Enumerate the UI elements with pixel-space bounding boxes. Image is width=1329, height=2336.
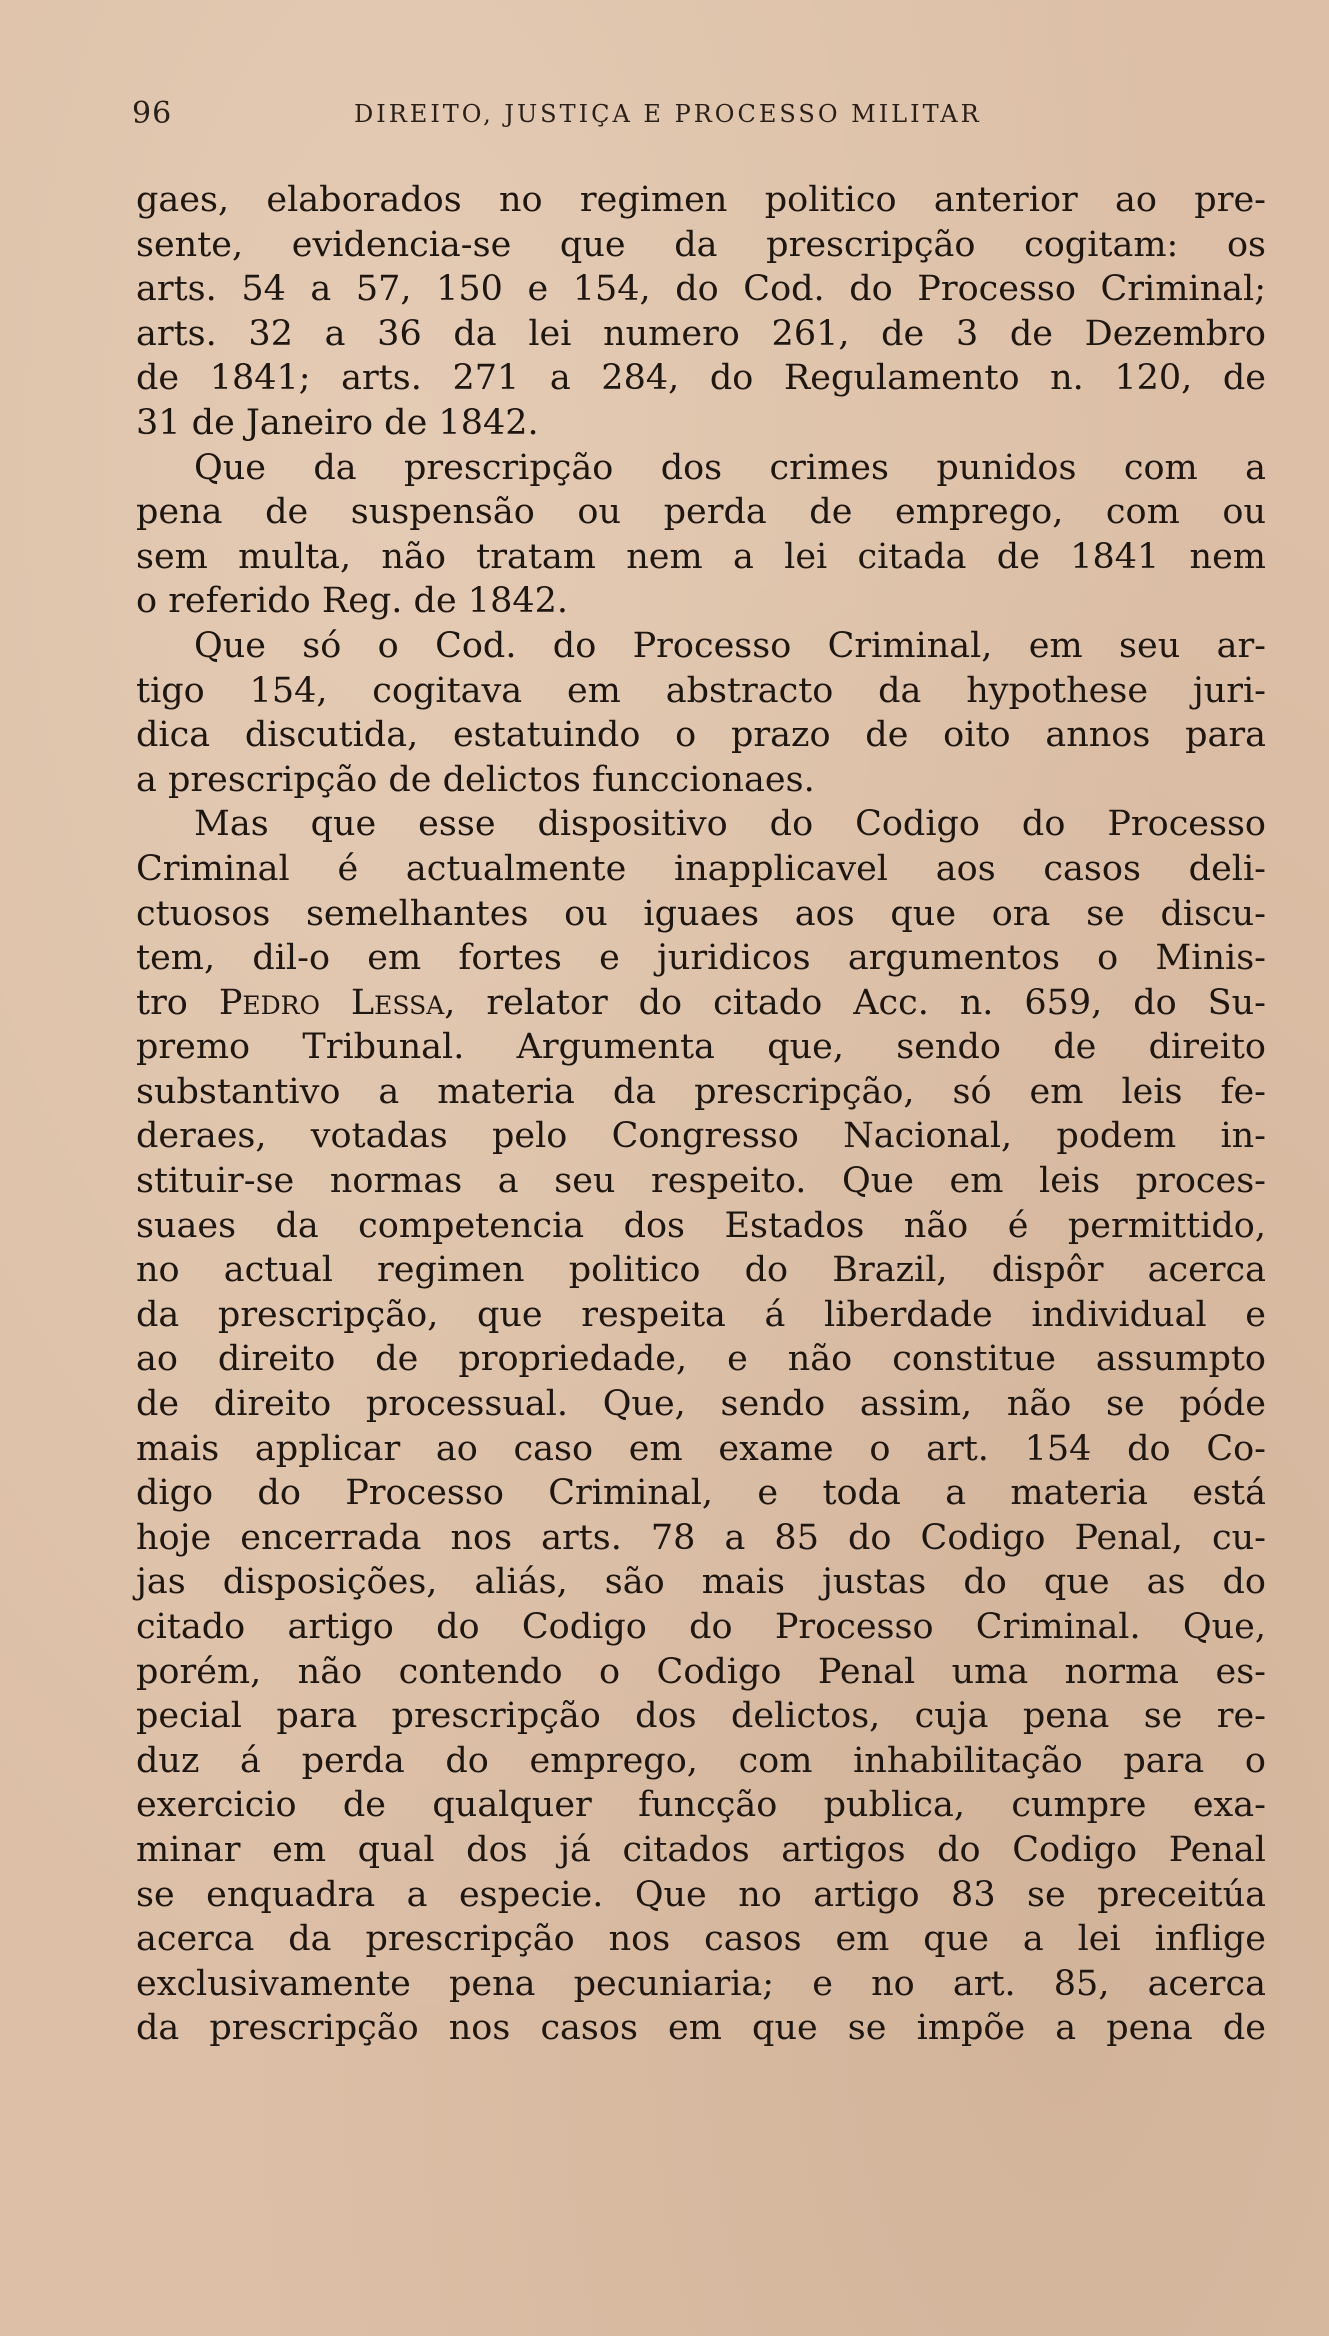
text-line: mais applicar ao caso em exame o art. 154 do Co-: [136, 1428, 1266, 1469]
text-line: tro Pedro Lessa, relator do citado Acc. n. 659, do Su-: [136, 982, 1266, 1023]
text-line: arts. 54 a 57, 150 e 154, do Cod. do Processo Criminal;: [136, 269, 1266, 310]
text-line: deraes, votadas pelo Congresso Nacional, podem in-: [136, 1116, 1266, 1157]
text-line: digo do Processo Criminal, e toda a materia está: [136, 1473, 1266, 1514]
text-line: a prescripção de delictos funccionaes.: [136, 759, 815, 800]
text-line: 31 de Janeiro de 1842.: [136, 402, 539, 443]
body-text: [136, 178, 1266, 2051]
text-line: de 1841; arts. 271 a 284, do Regulamento n. 120, de: [136, 358, 1266, 399]
text-line: o referido Reg. de 1842.: [136, 581, 568, 622]
text-line: da prescripção, que respeita á liberdade individual e: [136, 1294, 1266, 1335]
page-number: 96: [132, 96, 173, 131]
text-line: Que só o Cod. do Processo Criminal, em seu ar-: [194, 625, 1266, 666]
text-line: se enquadra a especie. Que no artigo 83 se preceitúa: [136, 1874, 1266, 1915]
text-line: pecial para prescripção dos delictos, cuja pena se re-: [136, 1696, 1266, 1737]
text-line: de direito processual. Que, sendo assim, não se póde: [136, 1384, 1266, 1425]
author-name: Pedro Lessa: [218, 982, 445, 1023]
text-line: premo Tribunal. Argumenta que, sendo de direito: [136, 1027, 1266, 1068]
text-line: suaes da competencia dos Estados não é permittido,: [136, 1205, 1266, 1246]
text-line: minar em qual dos já citados artigos do Codigo Penal: [136, 1829, 1266, 1870]
text-line: da prescripção nos casos em que se impõe a pena de: [136, 2008, 1266, 2049]
text-line: Criminal é actualmente inapplicavel aos casos deli-: [136, 848, 1266, 889]
text-line: ctuosos semelhantes ou iguaes aos que ora se discu-: [136, 893, 1266, 934]
text-line: pena de suspensão ou perda de emprego, com ou: [136, 492, 1266, 533]
text-line: gaes, elaborados no regimen politico anterior ao pre-: [136, 180, 1266, 220]
text-line: exclusivamente pena pecuniaria; e no art. 85, acerca: [136, 1963, 1266, 2004]
text-line: duz á perda do emprego, com inhabilitação para o: [136, 1740, 1266, 1781]
text-line: Que da prescripção dos crimes punidos com a: [194, 447, 1266, 488]
text-line: dica discutida, estatuindo o prazo de oito annos para: [136, 715, 1266, 756]
text-line: hoje encerrada nos arts. 78 a 85 do Codigo Penal, cu-: [136, 1517, 1266, 1558]
text-line: stituir-se normas a seu respeito. Que em leis proces-: [136, 1161, 1266, 1202]
text-line: citado artigo do Codigo do Processo Criminal. Que,: [136, 1607, 1266, 1647]
text-line: Mas que esse dispositivo do Codigo do Processo: [194, 804, 1266, 845]
text-line: porém, não contendo o Codigo Penal uma norma es-: [136, 1651, 1266, 1692]
text-line: jas disposições, aliás, são mais justas do que as do: [136, 1562, 1266, 1603]
text-line: tem, dil-o em fortes e juridicos argumentos o Minis-: [136, 938, 1266, 979]
text-line: tigo 154, cogitava em abstracto da hypothese juri-: [136, 670, 1266, 711]
text-line: sem multa, não tratam nem a lei citada de 1841 nem: [136, 536, 1266, 577]
text-line: acerca da prescripção nos casos em que a lei inflige: [136, 1919, 1266, 1960]
text-line: exercicio de qualquer funcção publica, cumpre exa-: [136, 1785, 1266, 1826]
text-line: substantivo a materia da prescripção, só em leis fe-: [136, 1071, 1266, 1112]
text-line: ao direito de propriedade, e não constitue assumpto: [136, 1339, 1266, 1380]
text-line: arts. 32 a 36 da lei numero 261, de 3 de Dezembro: [136, 313, 1266, 354]
text-line: no actual regimen politico do Brazil, dispôr acerca: [136, 1250, 1266, 1291]
text-line: sente, evidencia-se que da prescripção cogitam: os: [136, 224, 1266, 265]
running-head: DIREITO, JUSTIÇA E PROCESSO MILITAR: [354, 100, 982, 128]
page-header: [132, 96, 1192, 136]
